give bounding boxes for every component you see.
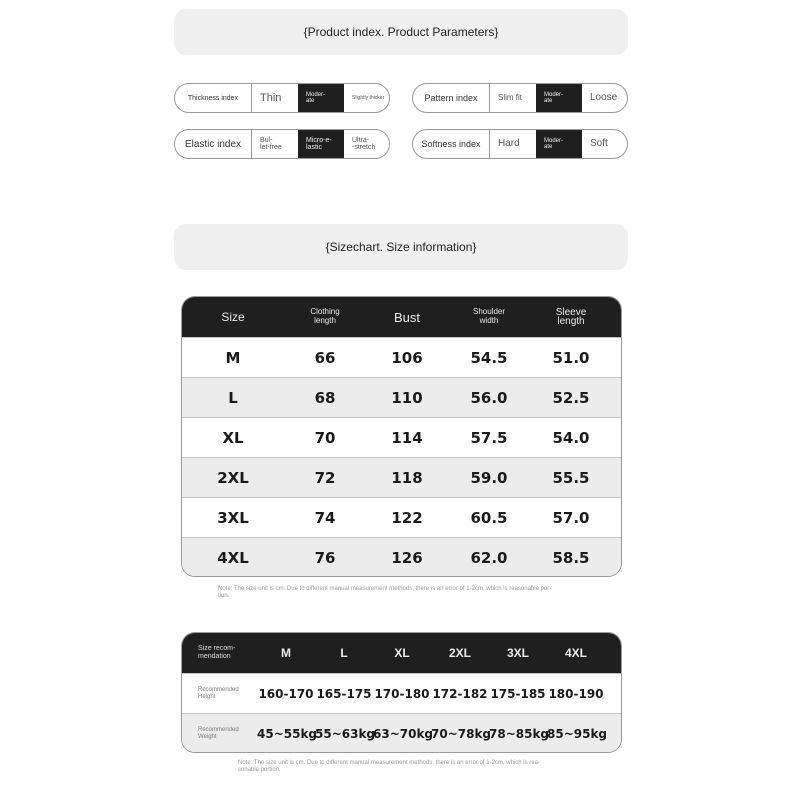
- table-cell: 57.0: [552, 508, 590, 527]
- table-cell: 58.5: [552, 548, 590, 567]
- size-header-cell: L: [340, 646, 348, 660]
- recommended-weight-row: [182, 713, 621, 753]
- size-header-cell: 3XL: [506, 646, 529, 660]
- product-parameters-title: {Product index. Product Parameters}: [303, 25, 499, 39]
- header-sleeve-length: Sleeve length: [555, 306, 587, 327]
- table-cell: 56.0: [470, 388, 508, 407]
- size-header-cell: 2XL: [448, 646, 471, 660]
- height-cell: 172-182: [432, 686, 488, 701]
- recommended-weight-label: Recommended Weight: [198, 726, 239, 740]
- table-cell: XL: [222, 428, 244, 447]
- header-clothing-length: Clothing length: [310, 307, 340, 325]
- table-cell: L: [228, 388, 238, 407]
- table-cell: 70: [314, 428, 336, 447]
- table-cell: 110: [391, 388, 423, 407]
- thickness-index-label: Thickness index: [175, 84, 252, 112]
- elastic-index-label: Elastic index: [175, 130, 252, 158]
- softness-index-label: Softness index: [413, 130, 490, 158]
- size-recommendation-note: Note: The size unit is cm. Due to different manual measurement methods, there is an error of 1-2cm, which is rea- sonable portion.: [238, 760, 540, 773]
- height-cell: 175-185: [490, 686, 546, 701]
- table-cell: 54.5: [470, 348, 508, 367]
- table-cell: 122: [391, 508, 423, 527]
- size-header-cell: XL: [394, 646, 410, 660]
- header-shoulder-width: Shoulder width: [472, 307, 506, 325]
- table-cell: 62.0: [470, 548, 508, 567]
- size-chart-header: [182, 297, 621, 337]
- pattern-option-moderate: Moder- ate: [536, 84, 582, 112]
- table-cell: 54.0: [552, 428, 590, 447]
- pattern-index-label: Pattern index: [413, 84, 490, 112]
- recommended-height-label: Recommended Height: [198, 686, 239, 700]
- table-cell: 60.5: [470, 508, 508, 527]
- softness-option-hard: Hard: [498, 138, 520, 149]
- elastic-index-pill: [174, 129, 390, 159]
- pattern-option-loose: Loose: [590, 92, 618, 103]
- header-size: Size: [221, 310, 245, 324]
- header-size-recommendation: Size recom- mendation: [198, 645, 236, 660]
- recommended-height-row: [182, 673, 621, 713]
- table-row: [182, 457, 621, 497]
- pattern-index-pill: [412, 83, 628, 113]
- height-cell: 180-190: [548, 686, 604, 701]
- table-cell: 57.5: [470, 428, 508, 447]
- softness-option-soft: Soft: [590, 138, 608, 149]
- table-cell: 52.5: [552, 388, 590, 407]
- table-row: [182, 337, 621, 377]
- table-cell: 51.0: [552, 348, 590, 367]
- weight-cell: 70~78kg: [431, 726, 492, 741]
- table-cell: 2XL: [217, 468, 249, 487]
- thickness-index-pill: [174, 83, 390, 113]
- table-cell: 114: [391, 428, 423, 447]
- thickness-option-thin: Thin: [260, 91, 282, 104]
- size-information-banner: [174, 224, 628, 270]
- table-cell: 4XL: [217, 548, 249, 567]
- table-cell: M: [225, 348, 241, 367]
- table-row: [182, 417, 621, 457]
- table-cell: 59.0: [470, 468, 508, 487]
- height-cell: 170-180: [374, 686, 430, 701]
- table-cell: 76: [314, 548, 336, 567]
- table-cell: 74: [314, 508, 336, 527]
- product-parameters-banner: [174, 9, 628, 55]
- table-cell: 55.5: [552, 468, 590, 487]
- table-cell: 68: [314, 388, 336, 407]
- table-row: [182, 497, 621, 537]
- size-information-title: {Sizechart. Size information}: [325, 240, 477, 254]
- height-cell: 165-175: [316, 686, 372, 701]
- softness-option-moderate: Moder- ate: [536, 130, 582, 158]
- table-cell: 66: [314, 348, 336, 367]
- table-cell: 126: [391, 548, 423, 567]
- size-chart-table: [181, 296, 622, 577]
- thickness-option-moderate: Moder- ate: [298, 84, 344, 112]
- table-row: [182, 537, 621, 577]
- elastic-option-micro-elastic: Micro-e- lastic: [298, 130, 344, 158]
- elastic-option-ultra-stretch: Ultra- -stretch: [352, 137, 376, 151]
- softness-index-pill: [412, 129, 628, 159]
- table-cell: 106: [391, 348, 423, 367]
- table-row: [182, 377, 621, 417]
- size-chart-note: Note: The size unit is cm. Due to different manual measurement methods, there is an error of 1-2cm, which is reasonable por- tion.: [218, 586, 552, 599]
- pattern-option-slim-fit: Slim fit: [498, 93, 522, 102]
- size-recommendation-table: [181, 632, 622, 753]
- table-cell: 3XL: [217, 508, 249, 527]
- header-bust: Bust: [393, 309, 420, 325]
- size-recommendation-header: [182, 633, 621, 673]
- table-cell: 72: [314, 468, 336, 487]
- size-header-cell: 4XL: [564, 646, 587, 660]
- size-header-cell: M: [281, 646, 291, 660]
- table-cell: 118: [391, 468, 423, 487]
- height-cell: 160-170: [258, 686, 314, 701]
- thickness-option-slightly-thicker: Slightly thicker: [352, 94, 385, 101]
- weight-cell: 45~55kg: [257, 726, 318, 741]
- elastic-option-bullet-free: Bul- let-free: [260, 137, 282, 151]
- weight-cell: 55~63kg: [315, 726, 376, 741]
- weight-cell: 63~70kg: [373, 726, 434, 741]
- weight-cell: 85~95kg: [547, 726, 608, 741]
- weight-cell: 78~85kg: [489, 726, 550, 741]
